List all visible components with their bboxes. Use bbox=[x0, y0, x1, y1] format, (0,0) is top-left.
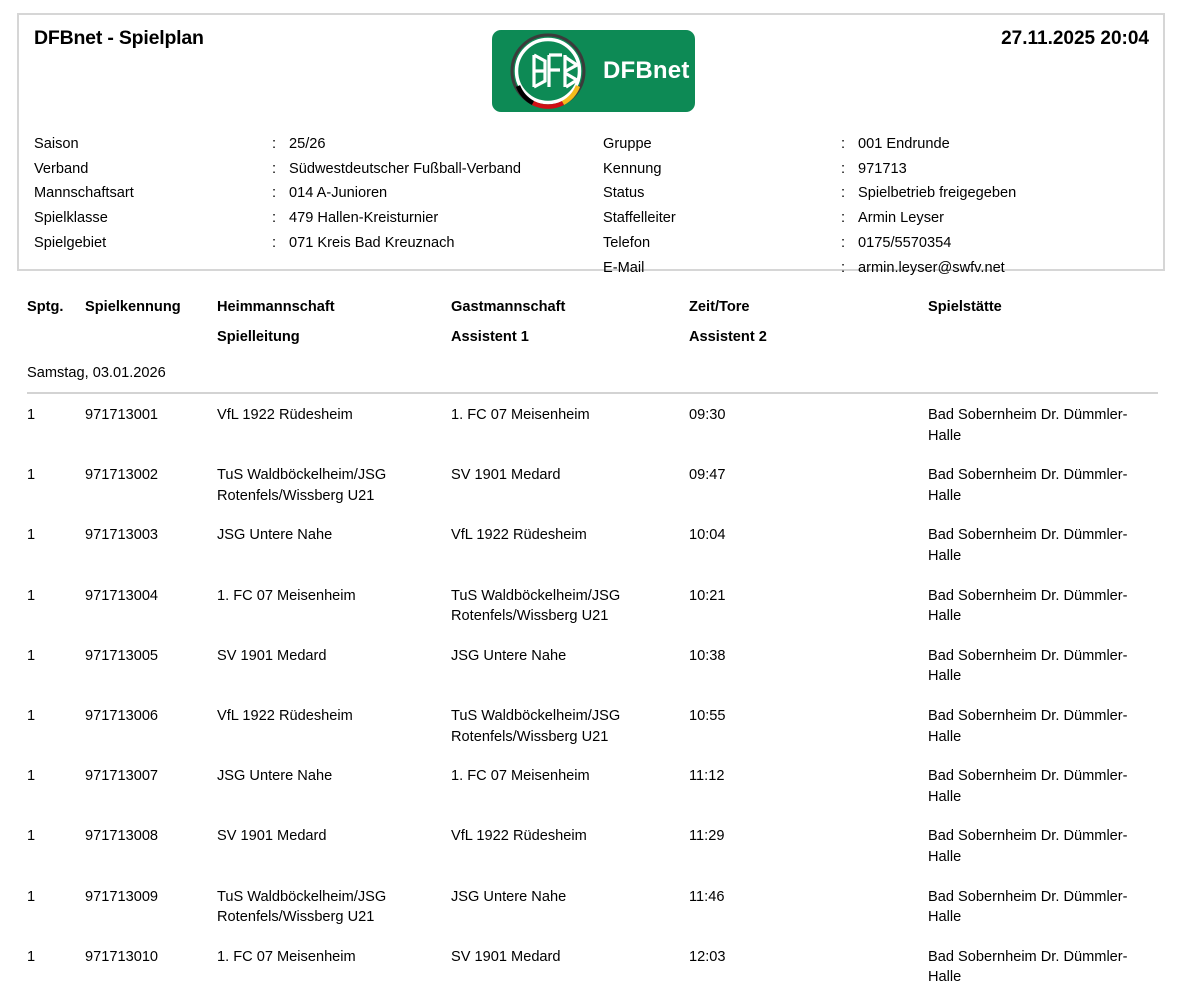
cell-gastmannschaft bbox=[451, 646, 689, 667]
meta-row-mannschaftsart bbox=[34, 181, 594, 206]
cell-spielstaette-line: Halle bbox=[928, 728, 962, 745]
cell-zeit-tore-line: 09:47 bbox=[689, 467, 726, 484]
cell-gastmannschaft bbox=[451, 706, 689, 747]
cell-spielstaette-line: Bad Sobernheim Dr. Dümmler- bbox=[928, 527, 1128, 544]
table-row[interactable] bbox=[27, 514, 1158, 574]
cell-zeit-tore bbox=[689, 947, 928, 968]
meta-label: Staffelleiter bbox=[603, 210, 676, 227]
table-row[interactable] bbox=[27, 755, 1158, 815]
cell-heimmannschaft bbox=[217, 947, 451, 968]
cell-gastmannschaft-line: Rotenfels/Wissberg U21 bbox=[451, 728, 609, 745]
meta-column-left bbox=[34, 132, 594, 256]
meta-colon: : bbox=[841, 136, 846, 152]
cell-gastmannschaft bbox=[451, 766, 689, 787]
cell-sptg bbox=[27, 706, 85, 727]
cell-spielstaette-line: Bad Sobernheim Dr. Dümmler- bbox=[928, 407, 1128, 423]
cell-spielstaette-line: Bad Sobernheim Dr. Dümmler- bbox=[928, 467, 1128, 484]
cell-gastmannschaft bbox=[451, 947, 689, 968]
meta-value: 479 Hallen-Kreisturnier bbox=[289, 210, 439, 227]
cell-spielstaette-line: Halle bbox=[928, 969, 962, 986]
meta-colon: : bbox=[272, 160, 277, 177]
cell-heimmannschaft bbox=[217, 465, 451, 506]
cell-gastmannschaft bbox=[451, 405, 689, 426]
cell-heimmannschaft-line: VfL 1922 Rüdesheim bbox=[217, 707, 353, 724]
cell-sptg bbox=[27, 766, 85, 787]
meta-row-kennung bbox=[603, 157, 1163, 182]
cell-heimmannschaft-line: VfL 1922 Rüdesheim bbox=[217, 407, 353, 423]
cell-spielkennung-line: 971713004 bbox=[85, 587, 159, 604]
cell-spielstaette-line: Halle bbox=[928, 909, 962, 926]
header-top bbox=[19, 15, 1163, 122]
cell-spielkennung bbox=[85, 525, 217, 546]
table-row[interactable] bbox=[27, 876, 1158, 936]
cell-sptg-line: 1 bbox=[27, 467, 36, 484]
cell-heimmannschaft-line: JSG Untere Nahe bbox=[217, 527, 333, 544]
meta-label: Verband bbox=[34, 160, 89, 177]
cell-spielkennung-line: 971713008 bbox=[85, 828, 159, 845]
meta-colon: : bbox=[841, 210, 846, 227]
cell-heimmannschaft bbox=[217, 766, 451, 787]
meta-label: E-Mail bbox=[603, 259, 645, 276]
table-row[interactable] bbox=[27, 635, 1158, 695]
cell-spielstaette bbox=[928, 465, 1158, 506]
cell-zeit-tore-line: 11:29 bbox=[689, 828, 725, 845]
cell-spielstaette-line: Bad Sobernheim Dr. Dümmler- bbox=[928, 587, 1128, 604]
header-info-box bbox=[17, 13, 1165, 276]
meta-row-saison bbox=[34, 132, 594, 157]
cell-spielstaette-line: Halle bbox=[928, 668, 962, 685]
cell-zeit-tore-line: 10:04 bbox=[689, 527, 726, 544]
cell-heimmannschaft-line: 1. FC 07 Meisenheim bbox=[217, 948, 356, 965]
cell-sptg-line: 1 bbox=[27, 527, 36, 544]
cell-spielstaette-line: Bad Sobernheim Dr. Dümmler- bbox=[928, 888, 1128, 905]
meta-row-email bbox=[603, 256, 1163, 281]
meta-column-right bbox=[603, 132, 1163, 280]
cell-sptg bbox=[27, 646, 85, 667]
cell-spielkennung-line: 971713007 bbox=[85, 768, 159, 785]
cell-spielstaette-line: Halle bbox=[928, 547, 962, 564]
cell-spielkennung bbox=[85, 646, 217, 667]
cell-heimmannschaft bbox=[217, 887, 451, 928]
column-header-heimmannschaft-label: Heimmannschaft bbox=[217, 299, 335, 315]
cell-spielstaette bbox=[928, 586, 1158, 627]
cell-spielkennung bbox=[85, 887, 217, 908]
cell-spielstaette-line: Bad Sobernheim Dr. Dümmler- bbox=[928, 707, 1128, 724]
cell-heimmannschaft bbox=[217, 826, 451, 847]
cell-zeit-tore bbox=[689, 465, 928, 486]
cell-gastmannschaft-line: JSG Untere Nahe bbox=[451, 647, 567, 664]
meta-row-staffelleiter bbox=[603, 206, 1163, 231]
meta-label: Mannschaftsart bbox=[34, 185, 134, 202]
cell-sptg-line: 1 bbox=[27, 407, 36, 423]
cell-sptg bbox=[27, 586, 85, 607]
cell-sptg bbox=[27, 405, 85, 426]
cell-spielstaette bbox=[928, 525, 1158, 566]
column-header-gastmannschaft bbox=[451, 296, 689, 348]
cell-zeit-tore-line: 10:38 bbox=[689, 647, 726, 664]
meta-label: Telefon bbox=[603, 234, 651, 251]
meta-row-status bbox=[603, 181, 1163, 206]
cell-spielkennung bbox=[85, 766, 217, 787]
cell-heimmannschaft bbox=[217, 586, 451, 607]
cell-spielkennung bbox=[85, 826, 217, 847]
meta-value: Südwestdeutscher Fußball-Verband bbox=[289, 160, 522, 177]
meta-row-spielgebiet bbox=[34, 231, 594, 256]
dfbnet-logo-text: DFBnet bbox=[603, 57, 690, 84]
meta-label: Gruppe bbox=[603, 136, 652, 152]
cell-gastmannschaft-line: TuS Waldböckelheim/JSG bbox=[451, 587, 621, 604]
column-header-zeit-tore bbox=[689, 296, 928, 348]
meta-colon: : bbox=[272, 185, 277, 202]
cell-heimmannschaft-line: JSG Untere Nahe bbox=[217, 768, 333, 785]
cell-spielkennung-line: 971713002 bbox=[85, 467, 159, 484]
cell-gastmannschaft-line: SV 1901 Medard bbox=[451, 948, 561, 965]
cell-gastmannschaft-line: Rotenfels/Wissberg U21 bbox=[451, 608, 609, 625]
cell-spielkennung-line: 971713001 bbox=[85, 407, 159, 423]
cell-sptg bbox=[27, 947, 85, 968]
cell-zeit-tore bbox=[689, 887, 928, 908]
cell-sptg bbox=[27, 887, 85, 908]
cell-gastmannschaft bbox=[451, 586, 689, 627]
fixtures-table bbox=[27, 296, 1158, 996]
cell-sptg bbox=[27, 465, 85, 486]
column-header-gastmannschaft-label: Gastmannschaft bbox=[451, 299, 566, 315]
cell-zeit-tore bbox=[689, 525, 928, 546]
meta-value: 971713 bbox=[858, 160, 907, 177]
cell-gastmannschaft-line: SV 1901 Medard bbox=[451, 467, 561, 484]
meta-label: Status bbox=[603, 185, 645, 202]
cell-spielkennung bbox=[85, 706, 217, 727]
cell-heimmannschaft bbox=[217, 405, 451, 426]
cell-sptg-line: 1 bbox=[27, 707, 36, 724]
cell-gastmannschaft-line: VfL 1922 Rüdesheim bbox=[451, 828, 587, 845]
cell-heimmannschaft-line: SV 1901 Medard bbox=[217, 828, 327, 845]
table-row[interactable] bbox=[27, 936, 1158, 996]
cell-zeit-tore bbox=[689, 405, 928, 426]
cell-spielstaette-line: Halle bbox=[928, 788, 962, 805]
cell-spielkennung-line: 971713009 bbox=[85, 888, 159, 905]
cell-gastmannschaft bbox=[451, 826, 689, 847]
cell-heimmannschaft-line: Rotenfels/Wissberg U21 bbox=[217, 487, 375, 504]
cell-spielstaette bbox=[928, 405, 1158, 446]
cell-zeit-tore-line: 11:46 bbox=[689, 888, 725, 905]
cell-heimmannschaft bbox=[217, 525, 451, 546]
document-timestamp: 27.11.2025 20:04 bbox=[1001, 28, 1149, 49]
cell-sptg bbox=[27, 826, 85, 847]
cell-sptg-line: 1 bbox=[27, 587, 36, 604]
table-row[interactable] bbox=[27, 454, 1158, 514]
table-row[interactable] bbox=[27, 695, 1158, 755]
meta-colon: : bbox=[841, 259, 846, 276]
page-title: DFBnet - Spielplan bbox=[34, 27, 204, 49]
meta-colon: : bbox=[841, 234, 846, 251]
cell-sptg bbox=[27, 525, 85, 546]
meta-row-gruppe bbox=[603, 132, 1163, 157]
column-header-sptg: Sptg. bbox=[27, 299, 64, 315]
cell-spielstaette bbox=[928, 646, 1158, 687]
cell-zeit-tore bbox=[689, 586, 928, 607]
cell-spielkennung bbox=[85, 465, 217, 486]
dfbnet-logo bbox=[492, 30, 695, 112]
meta-colon: : bbox=[841, 185, 846, 202]
cell-gastmannschaft-line: JSG Untere Nahe bbox=[451, 888, 567, 905]
column-header-assistent1: Assistent 1 bbox=[451, 329, 529, 345]
cell-sptg-line: 1 bbox=[27, 828, 36, 845]
cell-zeit-tore-line: 11:12 bbox=[689, 768, 725, 785]
table-row[interactable] bbox=[27, 815, 1158, 875]
cell-heimmannschaft bbox=[217, 706, 451, 727]
meta-value: 014 A-Junioren bbox=[289, 185, 388, 202]
cell-heimmannschaft-line: TuS Waldböckelheim/JSG bbox=[217, 467, 387, 484]
fixture-rows-container bbox=[27, 394, 1158, 996]
cell-sptg-line: 1 bbox=[27, 948, 36, 965]
meta-value: Armin Leyser bbox=[858, 210, 944, 227]
column-header-heimmannschaft bbox=[217, 296, 451, 348]
cell-zeit-tore-line: 10:21 bbox=[689, 587, 726, 604]
cell-heimmannschaft-line: 1. FC 07 Meisenheim bbox=[217, 587, 356, 604]
column-header-spielleitung: Spielleitung bbox=[217, 329, 300, 345]
cell-heimmannschaft-line: Rotenfels/Wissberg U21 bbox=[217, 909, 375, 926]
cell-heimmannschaft-line: TuS Waldböckelheim/JSG bbox=[217, 888, 387, 905]
cell-spielkennung-line: 971713003 bbox=[85, 527, 159, 544]
table-row[interactable] bbox=[27, 394, 1158, 454]
cell-gastmannschaft-line: 1. FC 07 Meisenheim bbox=[451, 407, 590, 423]
cell-spielstaette-line: Bad Sobernheim Dr. Dümmler- bbox=[928, 948, 1128, 965]
meta-label: Spielklasse bbox=[34, 210, 108, 227]
cell-zeit-tore-line: 12:03 bbox=[689, 948, 726, 965]
table-row[interactable] bbox=[27, 575, 1158, 635]
column-header-zeit-tore-label: Zeit/Tore bbox=[689, 299, 750, 315]
cell-gastmannschaft-line: VfL 1922 Rüdesheim bbox=[451, 527, 587, 544]
cell-zeit-tore bbox=[689, 706, 928, 727]
meta-colon: : bbox=[272, 234, 277, 251]
cell-gastmannschaft-line: 1. FC 07 Meisenheim bbox=[451, 768, 590, 785]
cell-spielkennung bbox=[85, 405, 217, 426]
cell-heimmannschaft-line: SV 1901 Medard bbox=[217, 647, 327, 664]
cell-spielstaette-line: Halle bbox=[928, 487, 962, 504]
cell-sptg-line: 1 bbox=[27, 647, 36, 664]
cell-spielstaette bbox=[928, 947, 1158, 988]
table-header-row bbox=[27, 296, 1158, 348]
status-badge: Spielbetrieb freigegeben bbox=[858, 185, 1017, 202]
meta-label: Spielgebiet bbox=[34, 234, 107, 251]
cell-zeit-tore-line: 09:30 bbox=[689, 407, 726, 423]
cell-spielkennung bbox=[85, 586, 217, 607]
cell-spielkennung-line: 971713006 bbox=[85, 707, 159, 724]
cell-gastmannschaft bbox=[451, 465, 689, 486]
meta-row-telefon bbox=[603, 231, 1163, 256]
cell-spielstaette bbox=[928, 706, 1158, 747]
cell-gastmannschaft-line: TuS Waldböckelheim/JSG bbox=[451, 707, 621, 724]
cell-zeit-tore bbox=[689, 766, 928, 787]
cell-zeit-tore-line: 10:55 bbox=[689, 707, 726, 724]
column-header-spielkennung: Spielkennung bbox=[85, 299, 181, 315]
cell-spielstaette bbox=[928, 766, 1158, 807]
meta-label: Kennung bbox=[603, 160, 662, 177]
meta-value: 0175/5570354 bbox=[858, 234, 952, 251]
meta-value: 25/26 bbox=[289, 136, 326, 152]
cell-zeit-tore bbox=[689, 826, 928, 847]
meta-colon: : bbox=[272, 210, 277, 227]
cell-spielkennung-line: 971713005 bbox=[85, 647, 159, 664]
cell-heimmannschaft bbox=[217, 646, 451, 667]
cell-spielstaette-line: Bad Sobernheim Dr. Dümmler- bbox=[928, 647, 1128, 664]
cell-spielstaette bbox=[928, 887, 1158, 928]
cell-spielstaette-line: Bad Sobernheim Dr. Dümmler- bbox=[928, 768, 1128, 785]
meta-value: 071 Kreis Bad Kreuznach bbox=[289, 234, 455, 251]
meta-colon: : bbox=[272, 136, 277, 152]
cell-spielstaette-line: Halle bbox=[928, 848, 962, 865]
column-header-assistent2: Assistent 2 bbox=[689, 329, 767, 345]
cell-gastmannschaft bbox=[451, 887, 689, 908]
cell-gastmannschaft bbox=[451, 525, 689, 546]
meta-colon: : bbox=[841, 160, 846, 177]
cell-spielkennung bbox=[85, 947, 217, 968]
meta-label: Saison bbox=[34, 136, 79, 152]
cell-sptg-line: 1 bbox=[27, 888, 36, 905]
cell-spielstaette-line: Halle bbox=[928, 427, 962, 444]
column-header-spielstaette: Spielstätte bbox=[928, 299, 1002, 315]
cell-spielstaette-line: Bad Sobernheim Dr. Dümmler- bbox=[928, 828, 1128, 845]
meta-row-verband bbox=[34, 157, 594, 182]
cell-zeit-tore bbox=[689, 646, 928, 667]
meta-value: 001 Endrunde bbox=[858, 136, 950, 152]
cell-sptg-line: 1 bbox=[27, 768, 36, 785]
cell-spielstaette-line: Halle bbox=[928, 608, 962, 625]
cell-spielstaette bbox=[928, 826, 1158, 867]
date-group-header: Samstag, 03.01.2026 bbox=[27, 365, 166, 381]
meta-row-spielklasse bbox=[34, 206, 594, 231]
cell-spielkennung-line: 971713010 bbox=[85, 948, 159, 965]
email-value: armin.leyser@swfv.net bbox=[858, 259, 1005, 276]
